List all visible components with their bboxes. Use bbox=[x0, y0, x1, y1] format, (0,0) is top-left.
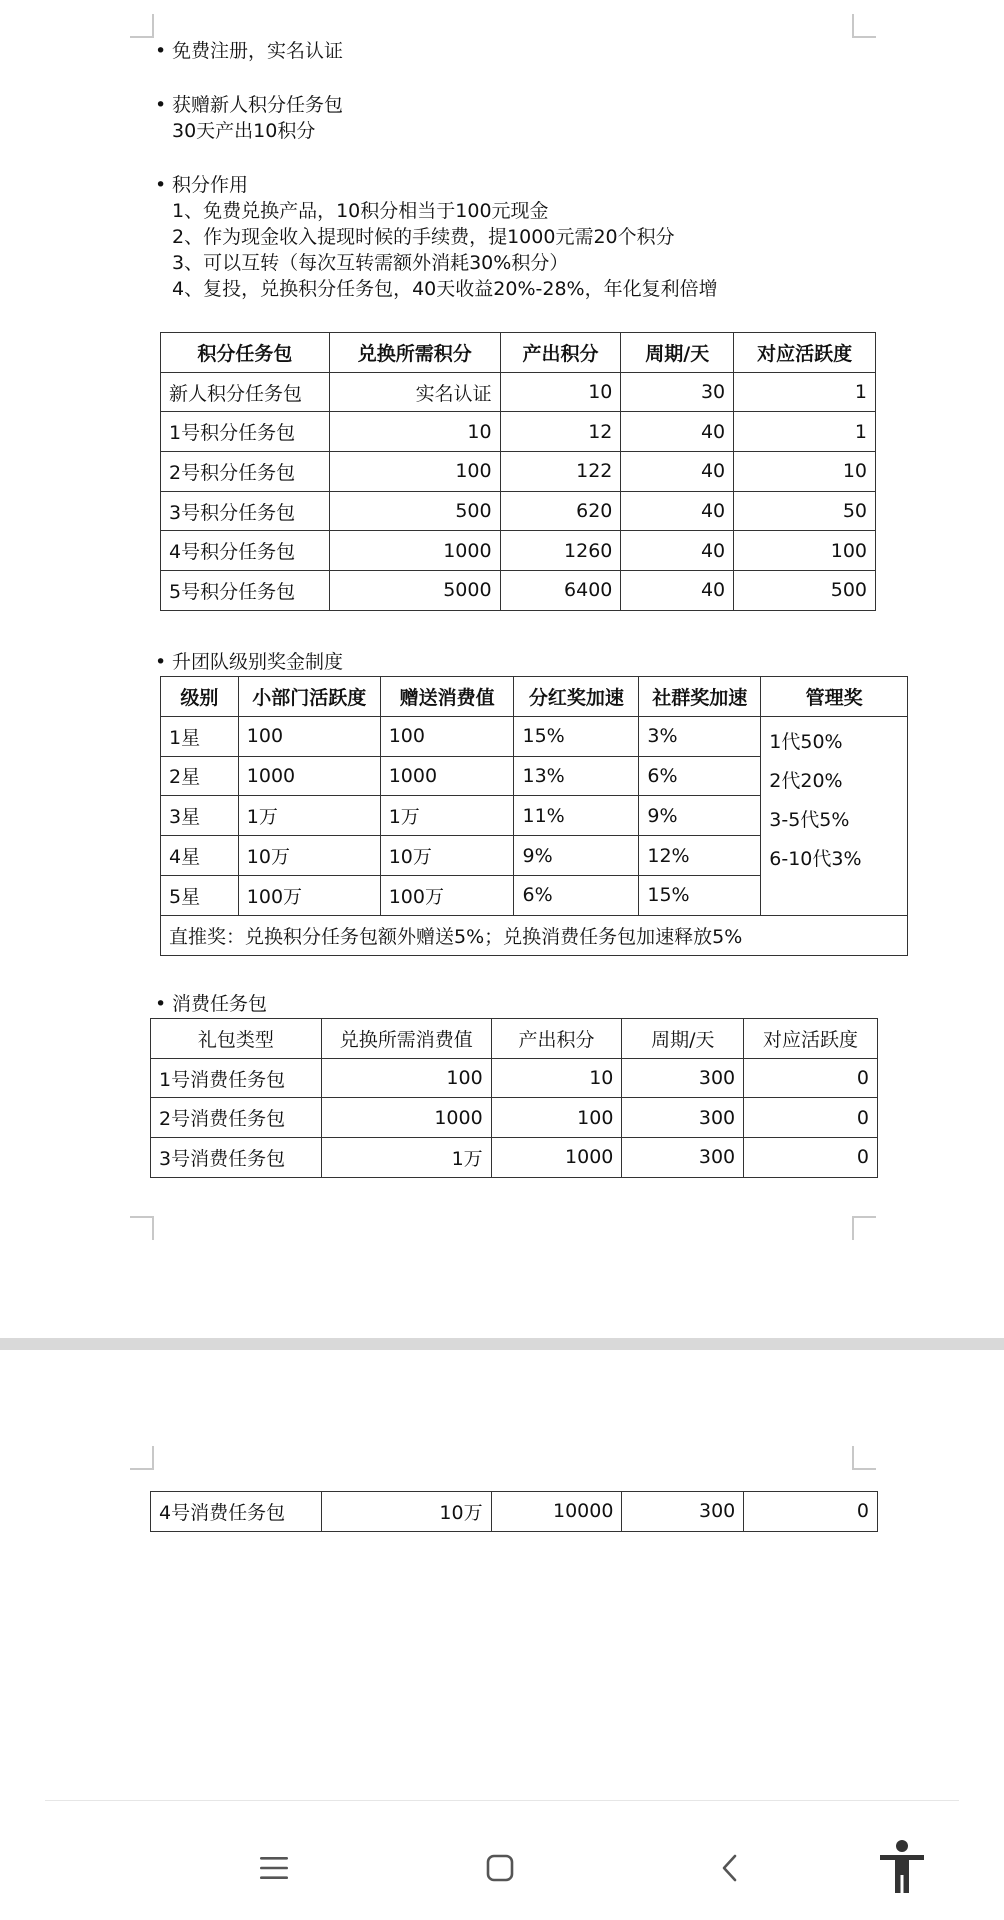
consume-package-table bbox=[150, 1018, 878, 1178]
table-cell: 5000 bbox=[329, 571, 500, 611]
table-cell: 3星 bbox=[161, 796, 239, 836]
table-cell: 3号积分任务包 bbox=[161, 491, 330, 531]
table-cell: 100 bbox=[329, 452, 500, 492]
table-cell: 15% bbox=[639, 875, 761, 915]
table-cell: 10 bbox=[329, 412, 500, 452]
table-cell: 100 bbox=[238, 716, 380, 756]
table-header-cell: 分红奖加速 bbox=[514, 677, 639, 717]
table-cell: 100 bbox=[491, 1098, 622, 1138]
table-cell: 2号积分任务包 bbox=[161, 452, 330, 492]
table-cell: 40 bbox=[621, 531, 734, 571]
table-cell: 40 bbox=[621, 412, 734, 452]
points-package-table bbox=[160, 332, 876, 611]
page-separator bbox=[0, 1338, 1004, 1350]
register-line: 免费注册，实名认证 bbox=[172, 40, 344, 62]
table-header-cell: 产出积分 bbox=[500, 333, 621, 373]
table-cell: 1万 bbox=[380, 796, 514, 836]
table-row bbox=[161, 915, 908, 955]
management-item: 3-5代5% bbox=[769, 808, 850, 831]
bullet: • bbox=[155, 174, 167, 196]
table-header-cell: 兑换所需积分 bbox=[329, 333, 500, 373]
table-row bbox=[161, 412, 876, 452]
table-cell: 6400 bbox=[500, 571, 621, 611]
table-cell: 1 bbox=[734, 372, 876, 412]
table-cell: 10万 bbox=[238, 836, 380, 876]
table-cell: 11% bbox=[514, 796, 639, 836]
page-corner-mark bbox=[130, 14, 154, 38]
table-header-cell: 小部门活跃度 bbox=[238, 677, 380, 717]
table-cell: 1000 bbox=[380, 756, 514, 796]
table-row bbox=[151, 1058, 878, 1098]
team-bonus-table bbox=[160, 676, 908, 956]
table-cell: 3% bbox=[639, 716, 761, 756]
table-header-cell: 兑换所需消费值 bbox=[321, 1019, 491, 1059]
table-cell: 1 bbox=[734, 412, 876, 452]
table-cell: 10万 bbox=[380, 836, 514, 876]
navigation-bar bbox=[0, 1800, 1004, 1920]
table-cell: 1000 bbox=[329, 531, 500, 571]
management-item: 6-10代3% bbox=[769, 847, 862, 870]
page-corner-mark bbox=[852, 1216, 876, 1240]
table-cell: 0 bbox=[744, 1058, 878, 1098]
table-cell: 0 bbox=[744, 1138, 878, 1178]
table-header-cell: 对应活跃度 bbox=[734, 333, 876, 373]
table-row bbox=[151, 1492, 878, 1532]
table-cell: 10 bbox=[491, 1058, 622, 1098]
table-cell: 2星 bbox=[161, 756, 239, 796]
table-cell: 30 bbox=[621, 372, 734, 412]
table-header-row bbox=[151, 1019, 878, 1059]
table-cell: 100 bbox=[734, 531, 876, 571]
team-title: 升团队级别奖金制度 bbox=[172, 651, 344, 673]
document-page-2 bbox=[0, 1350, 1004, 1780]
table-cell: 620 bbox=[500, 491, 621, 531]
table-row bbox=[151, 1138, 878, 1178]
table-cell: 4号消费任务包 bbox=[151, 1492, 322, 1532]
table-cell: 122 bbox=[500, 452, 621, 492]
table-row bbox=[161, 531, 876, 571]
table-cell: 40 bbox=[621, 571, 734, 611]
table-cell: 100万 bbox=[380, 875, 514, 915]
back-icon bbox=[720, 1853, 740, 1883]
table-row bbox=[161, 571, 876, 611]
back-button[interactable] bbox=[700, 1838, 760, 1898]
table-header-row bbox=[161, 677, 908, 717]
menu-button[interactable] bbox=[244, 1838, 304, 1898]
table-cell: 9% bbox=[514, 836, 639, 876]
bullet: • bbox=[155, 651, 167, 673]
table-cell: 3号消费任务包 bbox=[151, 1138, 322, 1178]
table-cell: 5号积分任务包 bbox=[161, 571, 330, 611]
navigation-divider bbox=[45, 1800, 959, 1801]
table-cell: 40 bbox=[621, 452, 734, 492]
table-cell: 9% bbox=[639, 796, 761, 836]
table-cell: 2号消费任务包 bbox=[151, 1098, 322, 1138]
menu-icon bbox=[259, 1855, 289, 1881]
usage-item: 4、复投，兑换积分任务包，40天收益20%-28%，年化复利倍增 bbox=[172, 278, 718, 300]
home-button[interactable] bbox=[470, 1838, 530, 1898]
table-cell: 实名认证 bbox=[329, 372, 500, 412]
home-icon bbox=[485, 1853, 515, 1883]
table-header-cell: 礼包类型 bbox=[151, 1019, 322, 1059]
page-corner-mark bbox=[852, 14, 876, 38]
table-header-cell: 对应活跃度 bbox=[744, 1019, 878, 1059]
accessibility-icon bbox=[876, 1839, 928, 1895]
page-corner-mark bbox=[852, 1446, 876, 1470]
table-cell: 12% bbox=[639, 836, 761, 876]
consume-title: 消费任务包 bbox=[172, 993, 268, 1015]
table-cell: 40 bbox=[621, 491, 734, 531]
table-cell: 10万 bbox=[321, 1492, 491, 1532]
table-header-row bbox=[161, 333, 876, 373]
page-corner-mark bbox=[130, 1446, 154, 1470]
table-cell: 100 bbox=[380, 716, 514, 756]
table-cell: 0 bbox=[744, 1492, 878, 1532]
table-cell: 300 bbox=[622, 1058, 744, 1098]
table-cell: 1号积分任务包 bbox=[161, 412, 330, 452]
bullet: • bbox=[155, 993, 167, 1015]
table-header-cell: 周期/天 bbox=[621, 333, 734, 373]
table-header-cell: 赠送消费值 bbox=[380, 677, 514, 717]
table-header-cell: 产出积分 bbox=[491, 1019, 622, 1059]
table-cell: 300 bbox=[622, 1492, 744, 1532]
table-header-cell: 社群奖加速 bbox=[639, 677, 761, 717]
management-bonus-cell bbox=[761, 716, 908, 915]
table-cell: 1星 bbox=[161, 716, 239, 756]
table-cell: 1万 bbox=[238, 796, 380, 836]
table-row bbox=[161, 491, 876, 531]
page-corner-mark bbox=[130, 1216, 154, 1240]
usage-item: 2、作为现金收入提现时候的手续费，提1000元需20个积分 bbox=[172, 226, 675, 248]
usage-item: 1、免费兑换产品，10积分相当于100元现金 bbox=[172, 200, 549, 222]
management-item: 1代50% bbox=[769, 730, 843, 753]
table-cell: 1万 bbox=[321, 1138, 491, 1178]
gift-detail-line: 30天产出10积分 bbox=[172, 120, 316, 142]
table-cell: 6% bbox=[639, 756, 761, 796]
table-row bbox=[161, 372, 876, 412]
table-cell: 13% bbox=[514, 756, 639, 796]
direct-referral-cell: 直推奖：兑换积分任务包额外赠送5%；兑换消费任务包加速释放5% bbox=[161, 915, 908, 955]
bullet: • bbox=[155, 40, 167, 62]
table-cell: 4号积分任务包 bbox=[161, 531, 330, 571]
table-header-cell: 周期/天 bbox=[622, 1019, 744, 1059]
table-cell: 100 bbox=[321, 1058, 491, 1098]
table-cell: 12 bbox=[500, 412, 621, 452]
table-cell: 6% bbox=[514, 875, 639, 915]
table-header-cell: 管理奖 bbox=[761, 677, 908, 717]
table-cell: 15% bbox=[514, 716, 639, 756]
table-cell: 1260 bbox=[500, 531, 621, 571]
table-cell: 0 bbox=[744, 1098, 878, 1138]
table-cell: 1号消费任务包 bbox=[151, 1058, 322, 1098]
bullet: • bbox=[155, 94, 167, 116]
table-row bbox=[161, 716, 908, 756]
table-cell: 300 bbox=[622, 1138, 744, 1178]
table-cell: 新人积分任务包 bbox=[161, 372, 330, 412]
table-cell: 5星 bbox=[161, 875, 239, 915]
table-cell: 100万 bbox=[238, 875, 380, 915]
table-cell: 300 bbox=[622, 1098, 744, 1138]
table-header-cell: 级别 bbox=[161, 677, 239, 717]
table-row bbox=[161, 452, 876, 492]
table-cell: 500 bbox=[734, 571, 876, 611]
table-cell: 4星 bbox=[161, 836, 239, 876]
table-cell: 50 bbox=[734, 491, 876, 531]
consume-package-table-continued bbox=[150, 1491, 878, 1532]
table-cell: 10 bbox=[734, 452, 876, 492]
management-item: 2代20% bbox=[769, 769, 843, 792]
usage-item: 3、可以互转（每次互转需额外消耗30%积分） bbox=[172, 252, 569, 274]
gift-line: 获赠新人积分任务包 bbox=[172, 94, 344, 116]
table-cell: 10000 bbox=[491, 1492, 622, 1532]
usage-title: 积分作用 bbox=[172, 174, 249, 196]
table-cell: 1000 bbox=[321, 1098, 491, 1138]
table-cell: 10 bbox=[500, 372, 621, 412]
table-cell: 500 bbox=[329, 491, 500, 531]
table-cell: 1000 bbox=[491, 1138, 622, 1178]
accessibility-button[interactable] bbox=[867, 1832, 937, 1902]
table-row bbox=[151, 1098, 878, 1138]
table-header-cell: 积分任务包 bbox=[161, 333, 330, 373]
table-cell: 1000 bbox=[238, 756, 380, 796]
